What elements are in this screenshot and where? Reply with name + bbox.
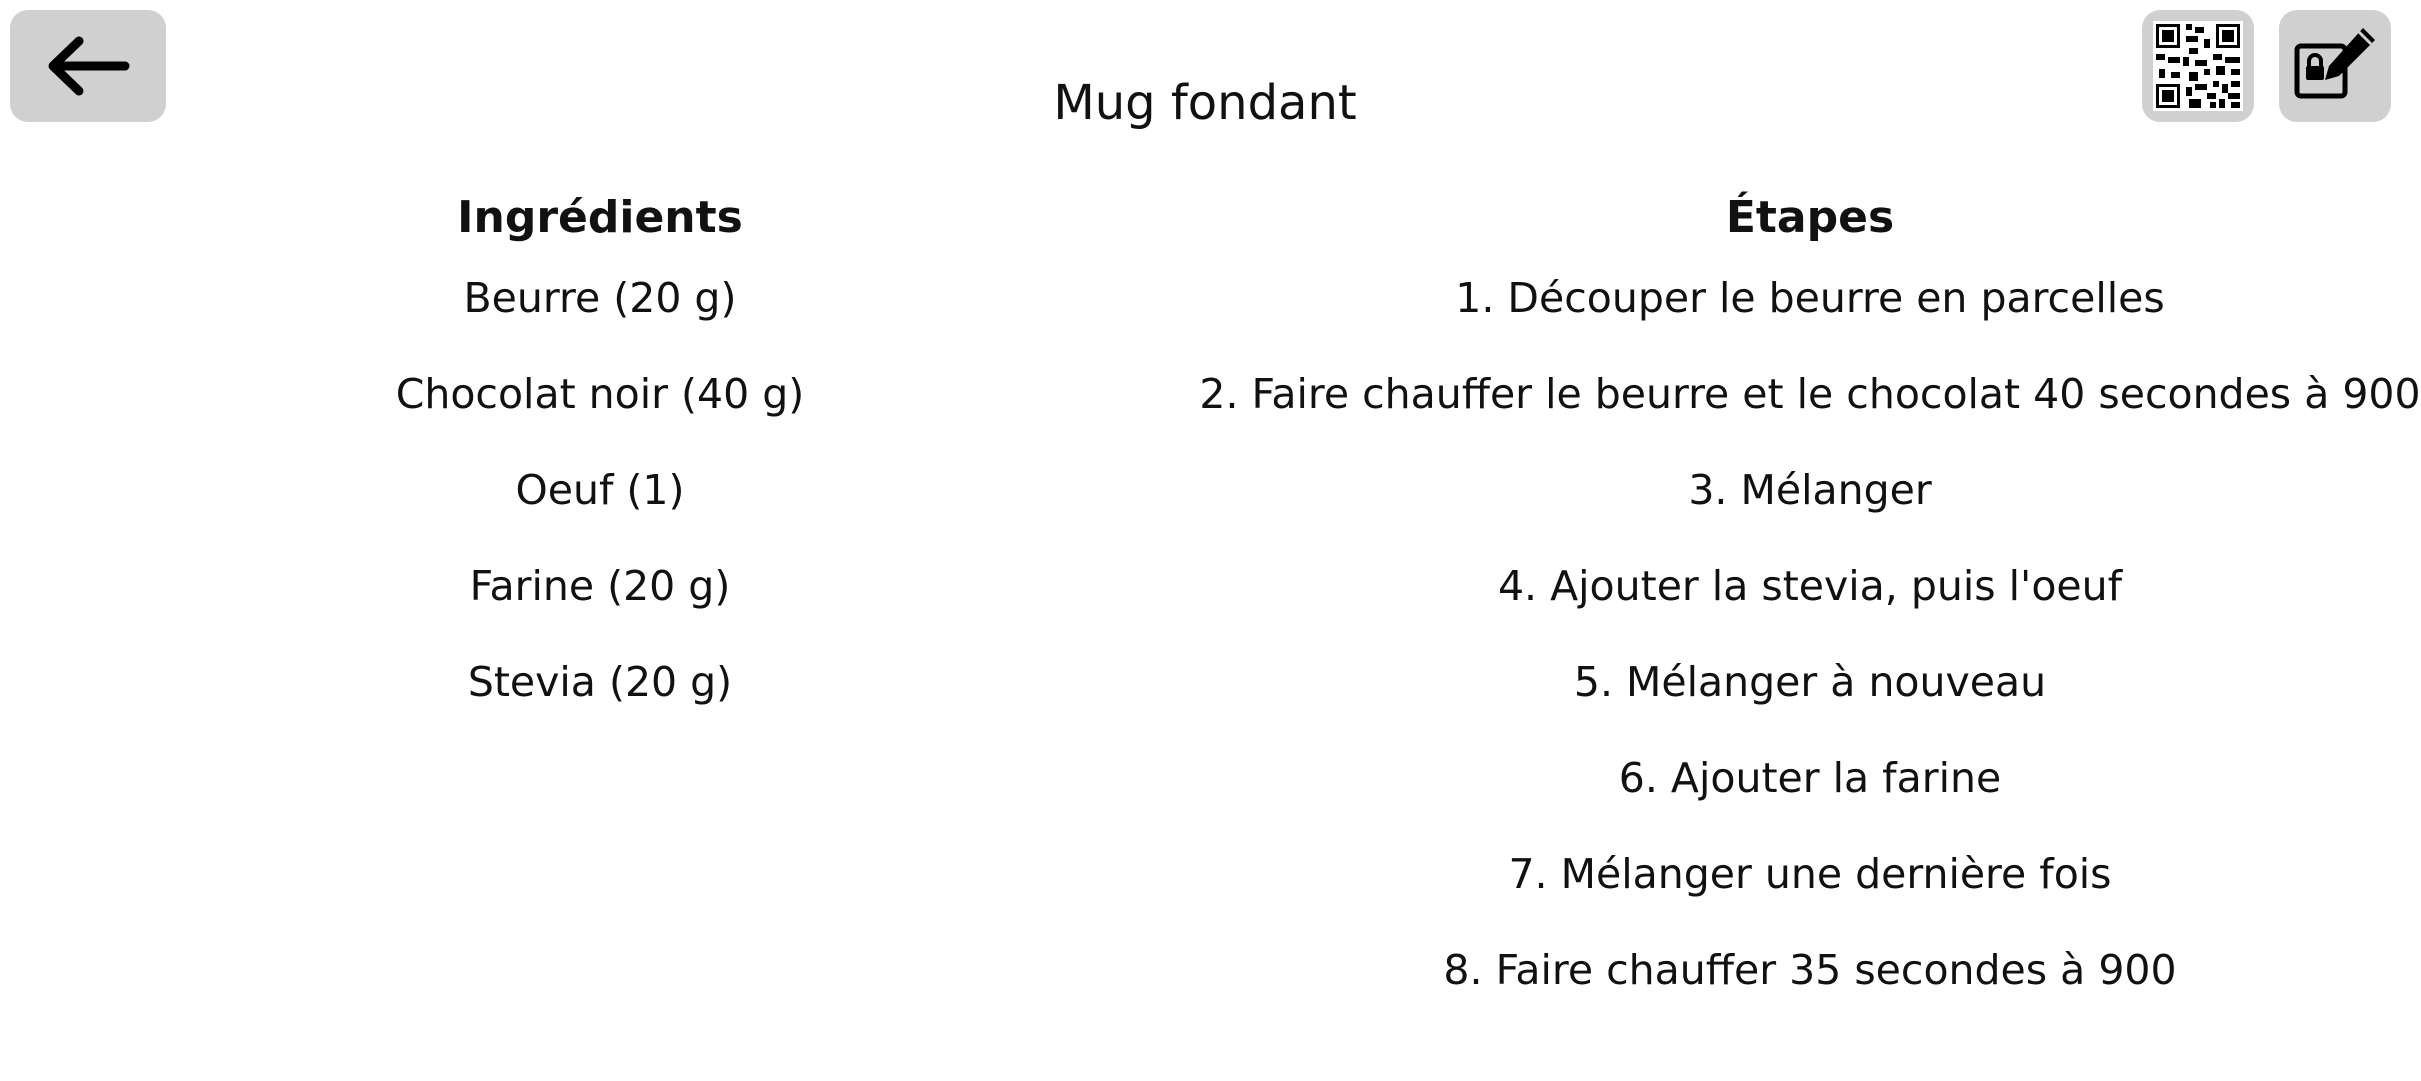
lock-edit-icon bbox=[2289, 20, 2381, 112]
step-item: 8. Faire chauffer 35 secondes à 900 bbox=[1443, 946, 2177, 994]
step-item: 1. Découper le beurre en parcelles bbox=[1455, 274, 2165, 322]
step-item: 5. Mélanger à nouveau bbox=[1573, 658, 2047, 706]
ingredient-item: Stevia (20 g) bbox=[467, 658, 733, 706]
step-item: 4. Ajouter la stevia, puis l'oeuf bbox=[1497, 562, 2123, 610]
step-item: 6. Ajouter la farine bbox=[1618, 754, 2002, 802]
steps-list bbox=[1150, 270, 2421, 998]
page-title: Mug fondant bbox=[1053, 75, 1357, 132]
qr-code-icon bbox=[2153, 21, 2243, 111]
ingredient-item: Oeuf (1) bbox=[515, 466, 685, 514]
ingredient-item: Farine (20 g) bbox=[469, 562, 731, 610]
steps-heading: Étapes bbox=[1725, 192, 1895, 243]
ingredients-list bbox=[300, 270, 900, 710]
step-item: 2. Faire chauffer le beurre et le chocolat 40 secondes à 900 bbox=[1199, 370, 2421, 418]
ingredient-item: Beurre (20 g) bbox=[463, 274, 737, 322]
qr-code-button[interactable] bbox=[2142, 10, 2254, 122]
ingredients-section bbox=[300, 184, 900, 750]
ingredient-item: Chocolat noir (40 g) bbox=[395, 370, 805, 418]
ingredients-heading: Ingrédients bbox=[457, 192, 743, 243]
step-item: 3. Mélanger bbox=[1688, 466, 1932, 514]
edit-button[interactable] bbox=[2279, 10, 2391, 122]
step-item: 7. Mélanger une dernière fois bbox=[1508, 850, 2112, 898]
steps-section bbox=[1150, 184, 2421, 1038]
